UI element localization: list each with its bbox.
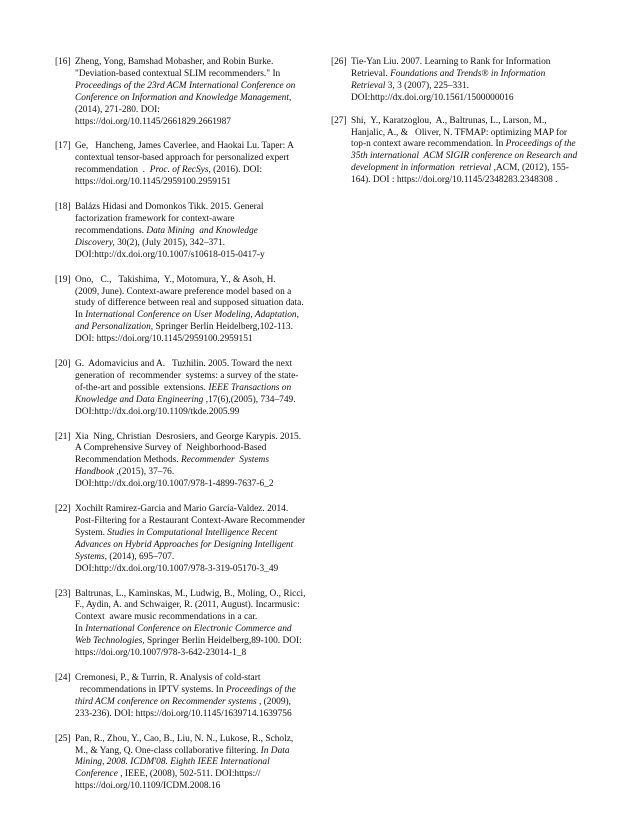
reference-line: [351, 151, 589, 163]
reference-segment: Hanjalic, A., & Oliver, N. TFMAP: optimizing MAP for: [351, 127, 568, 138]
reference-segment: In: [75, 310, 86, 321]
reference-line: [75, 359, 317, 371]
reference-line: [75, 105, 317, 117]
reference-line: [351, 139, 589, 151]
reference-segment: DOI:http://dx.doi.org/10.1007/978-3-319-05170-3_49: [75, 563, 279, 574]
reference-line: [75, 612, 317, 624]
reference-number: [27]: [331, 115, 347, 126]
references-right-column: [331, 57, 589, 198]
reference-segment: factorization framework for context-aware: [75, 213, 235, 224]
reference-line: [75, 383, 317, 395]
reference-segment: (2014), 271-280. DOI:: [75, 104, 160, 115]
reference-italic-segment: Handbook: [75, 467, 115, 478]
reference-segment: 164). DOI : https://doi.org/10.1145/2348283.2348308 .: [351, 175, 558, 186]
reference-entry: [55, 504, 317, 575]
reference-italic-segment: International Conference on Electronic Commerce and: [85, 624, 292, 635]
reference-italic-segment: Proc. of RecSys: [149, 165, 209, 176]
reference-line: [75, 746, 317, 758]
reference-segment: generation of recommender systems: a survey of the state-: [75, 370, 299, 381]
reference-line: [75, 117, 317, 129]
reference-line: [75, 697, 317, 709]
reference-line: [75, 69, 317, 81]
reference-text: [75, 141, 317, 189]
reference-line: [75, 214, 317, 226]
reference-segment: Post-Filtering for a Restaurant Context-Aware Recommender: [75, 516, 306, 526]
reference-segment: contextual tensor-based approach for personalized expert: [75, 153, 290, 164]
reference-number: [23]: [55, 588, 71, 599]
reference-segment: DOI:http://dx.doi.org/10.1007/s10618-015-0417-y: [75, 249, 265, 260]
reference-italic-segment: Proceedings of the: [225, 684, 296, 695]
reference-line: [75, 202, 317, 214]
reference-segment: Springer Berlin Heidelberg,89-100. DOI:: [144, 636, 302, 647]
reference-italic-segment: In Data: [260, 745, 290, 756]
reference-line: [75, 322, 317, 334]
reference-text: [351, 116, 589, 187]
reference-line: [75, 564, 317, 576]
reference-line: [75, 141, 317, 153]
reference-segment: Ono, C., Takishima, Y., Motomura, Y., & Asoh, H.: [75, 274, 276, 285]
reference-segment: (2014), 695–707.: [107, 551, 175, 562]
reference-line: [75, 600, 317, 612]
reference-line: [75, 432, 317, 444]
reference-italic-segment: Web Technologies,: [75, 636, 145, 647]
reference-segment: DOI: https://doi.org/10.1145/2959100.2959151: [75, 334, 253, 345]
reference-italic-segment: Knowledge and Data Engineering: [75, 394, 204, 405]
reference-segment: Zheng, Yong, Bamshad Mobasher, and Robin Burke.: [75, 57, 274, 67]
reference-line: [75, 540, 317, 552]
reference-line: [75, 165, 317, 177]
reference-line: [75, 455, 317, 467]
reference-line: [75, 504, 317, 516]
reference-segment: recommendations in IPTV systems. In: [75, 684, 226, 695]
reference-segment: recommendations.: [75, 225, 147, 236]
reference-segment: G. Adomavicius and A. Tuzhilin. 2005. Toward the next: [75, 359, 293, 370]
reference-line: [351, 81, 589, 93]
reference-segment: Xochilt Ramirez-Garcia and Mario García-Valdez. 2014.: [75, 504, 289, 515]
reference-number: [18]: [55, 202, 71, 213]
reference-italic-segment: Conference on Information and Knowledge Management: [75, 92, 289, 103]
reference-number: [22]: [55, 504, 71, 515]
reference-italic-segment: 35th international ACM SIGIR conference on Research and: [351, 151, 578, 162]
reference-segment: , (2016). DOI:: [208, 165, 263, 176]
reference-segment: DOI:http://dx.doi.org/10.1109/tkde.2005.99: [75, 406, 240, 417]
reference-text: [75, 673, 317, 721]
reference-number: [20]: [55, 359, 71, 370]
reference-segment: ,: [288, 92, 292, 103]
reference-entry: [55, 359, 317, 419]
reference-italic-segment: Data Mining and Knowledge: [146, 225, 258, 236]
reference-entry: [55, 57, 317, 128]
reference-italic-segment: Studies in Computational Intelligence Recent: [107, 527, 278, 538]
reference-line: [75, 467, 317, 479]
reference-segment: 233-236). DOI: https://doi.org/10.1145/1639714.1639756: [75, 708, 292, 719]
reference-line: [75, 153, 317, 165]
reference-segment: https://doi.org/10.1007/978-3-642-23014-1_8: [75, 648, 247, 659]
reference-line: [75, 769, 317, 781]
reference-entry: [331, 116, 589, 187]
reference-segment: https://doi.org/10.1109/ICDM.2008.16: [75, 781, 221, 792]
reference-segment: recommendation .: [75, 165, 150, 176]
reference-line: [75, 443, 317, 455]
reference-line: [75, 781, 317, 793]
reference-italic-segment: Recommender Systems: [180, 455, 269, 466]
reference-segment: 3, 3 (2007), 225–331.: [385, 80, 469, 91]
reference-italic-segment: Foundations and Trends® in Information: [390, 68, 546, 79]
reference-line: [75, 516, 317, 528]
reference-line: [351, 163, 589, 175]
reference-text: [75, 432, 317, 492]
reference-line: [75, 93, 317, 105]
reference-line: [75, 673, 317, 685]
reference-line: [75, 709, 317, 721]
reference-number: [25]: [55, 733, 71, 744]
reference-italic-segment: Systems,: [75, 551, 108, 562]
reference-line: [75, 685, 317, 697]
reference-line: [75, 479, 317, 491]
reference-line: [75, 734, 317, 746]
reference-line: [75, 552, 317, 564]
reference-line: [75, 648, 317, 660]
reference-line: [75, 310, 317, 322]
reference-italic-segment: Discovery,: [75, 237, 115, 248]
reference-italic-segment: development in information retrieval: [351, 163, 492, 174]
reference-segment: study of difference between real and supposed situation data.: [75, 298, 304, 309]
reference-segment: Shi, Y., Karatzoglou, A., Baltrunas, L., Larson, M.,: [351, 115, 547, 126]
reference-segment: Springer Berlin Heidelberg,102-113.: [153, 322, 293, 333]
reference-line: [75, 177, 317, 189]
reference-segment: , IEEE, (2008), 502-511. DOI:https://: [117, 769, 261, 780]
reference-text: [75, 202, 317, 262]
reference-italic-segment: and Personalization,: [75, 322, 154, 333]
reference-italic-segment: Proceedings of the 23rd ACM International Conference on: [75, 80, 296, 91]
reference-entry: [55, 673, 317, 721]
reference-line: [75, 589, 317, 601]
reference-segment: Recommendation Methods.: [75, 455, 181, 466]
reference-line: [75, 528, 317, 540]
reference-line: [75, 757, 317, 769]
reference-text: [75, 734, 317, 794]
reference-line: [75, 371, 317, 383]
reference-number: [24]: [55, 672, 71, 683]
reference-segment: DOI:http://dx.doi.org/10.1561/1500000016: [351, 92, 514, 103]
reference-segment: Tie-Yan Liu. 2007. Learning to Rank for Information: [351, 57, 551, 67]
reference-text: [75, 504, 317, 575]
reference-text: [351, 57, 589, 105]
reference-segment: of-the-art and possible extensions.: [75, 382, 209, 393]
reference-line: [75, 334, 317, 346]
reference-entry: [55, 202, 317, 262]
reference-line: [75, 57, 317, 69]
reference-segment: "Deviation-based contextual SLIM recommenders." In: [75, 68, 281, 79]
reference-segment: In: [75, 624, 86, 635]
reference-italic-segment: Conference: [75, 769, 118, 780]
reference-segment: Retrieval.: [351, 68, 391, 79]
reference-line: [75, 624, 317, 636]
reference-line: [75, 407, 317, 419]
reference-segment: 30(2), (July 2015), 342–371.: [114, 237, 225, 248]
reference-segment: Ge, Hancheng, James Caverlee, and Haokai Lu. Taper: A: [75, 141, 294, 152]
reference-italic-segment: third ACM conference on Recommender systems: [75, 696, 257, 707]
reference-number: [26]: [331, 57, 347, 67]
reference-line: [351, 57, 589, 69]
reference-line: [351, 175, 589, 187]
reference-italic-segment: IEEE Transactions on: [208, 382, 292, 393]
reference-segment: (2009, June). Context-aware preference model based on a: [75, 286, 292, 297]
reference-number: [16]: [55, 57, 71, 67]
reference-segment: Balázs Hidasi and Domonkos Tikk. 2015. General: [75, 202, 264, 213]
reference-segment: Xia Ning, Christian Desrosiers, and George Karypis. 2015.: [75, 431, 302, 442]
reference-italic-segment: Retrieval: [351, 80, 386, 91]
reference-line: [75, 226, 317, 238]
reference-italic-segment: Advances on Hybrid Approaches for Designing Intelligent: [75, 539, 294, 550]
reference-entry: [55, 432, 317, 492]
reference-line: [75, 275, 317, 287]
reference-segment: ,(2015), 37–76.: [114, 467, 175, 478]
reference-segment: Baltrunas, L., Kaminskas, M., Ludwig, B., Moling, O., Ricci,: [75, 588, 306, 599]
reference-segment: ,ACM, (2012), 155-: [491, 163, 569, 174]
reference-segment: Pan, R., Zhou, Y., Cao, B., Liu, N. N., Lukose, R., Scholz,: [75, 733, 294, 744]
reference-italic-segment: International Conference on User Modeling, Adaptation,: [85, 310, 299, 321]
references-left-column: [55, 57, 317, 806]
reference-entry: [331, 57, 589, 105]
reference-line: [75, 636, 317, 648]
reference-number: [17]: [55, 141, 71, 152]
reference-segment: System.: [75, 527, 108, 538]
reference-line: [75, 298, 317, 310]
reference-line: [75, 287, 317, 299]
reference-text: [75, 359, 317, 419]
reference-line: [351, 116, 589, 128]
reference-number: [19]: [55, 274, 71, 285]
reference-segment: DOI:http://dx.doi.org/10.1007/978-1-4899-7637-6_2: [75, 479, 274, 490]
reference-segment: Context aware music recommendations in a car.: [75, 612, 258, 623]
reference-segment: , (2009),: [256, 696, 292, 707]
reference-text: [75, 57, 317, 128]
reference-line: [75, 81, 317, 93]
reference-number: [21]: [55, 431, 71, 442]
reference-segment: F., Aydin, A. and Schwaiger, R. (2011, August). Incarmusic:: [75, 600, 300, 611]
reference-line: [75, 250, 317, 262]
reference-text: [75, 589, 317, 660]
reference-segment: top-n context aware recommendation. In: [351, 139, 506, 150]
reference-entry: [55, 734, 317, 794]
reference-line: [351, 93, 589, 105]
reference-segment: ,17(6),(2005), 734–749.: [203, 394, 296, 405]
reference-line: [75, 395, 317, 407]
reference-italic-segment: Proceedings of the: [505, 139, 576, 150]
reference-segment: https://doi.org/10.1145/2661829.2661987: [75, 116, 231, 127]
reference-segment: Cremonesi, P., & Turrin, R. Analysis of cold-start: [75, 672, 261, 683]
reference-segment: M., & Yang, Q. One-class collaborative filtering.: [75, 745, 261, 756]
reference-italic-segment: Mining, 2008. ICDM'08. Eighth IEEE International: [75, 757, 270, 768]
reference-line: [75, 238, 317, 250]
reference-entry: [55, 141, 317, 189]
reference-segment: A Comprehensive Survey of Neighborhood-Based: [75, 443, 267, 454]
reference-text: [75, 275, 317, 346]
reference-entry: [55, 589, 317, 660]
reference-line: [351, 69, 589, 81]
reference-segment: https://doi.org/10.1145/2959100.2959151: [75, 177, 231, 188]
reference-line: [351, 128, 589, 140]
reference-entry: [55, 275, 317, 346]
